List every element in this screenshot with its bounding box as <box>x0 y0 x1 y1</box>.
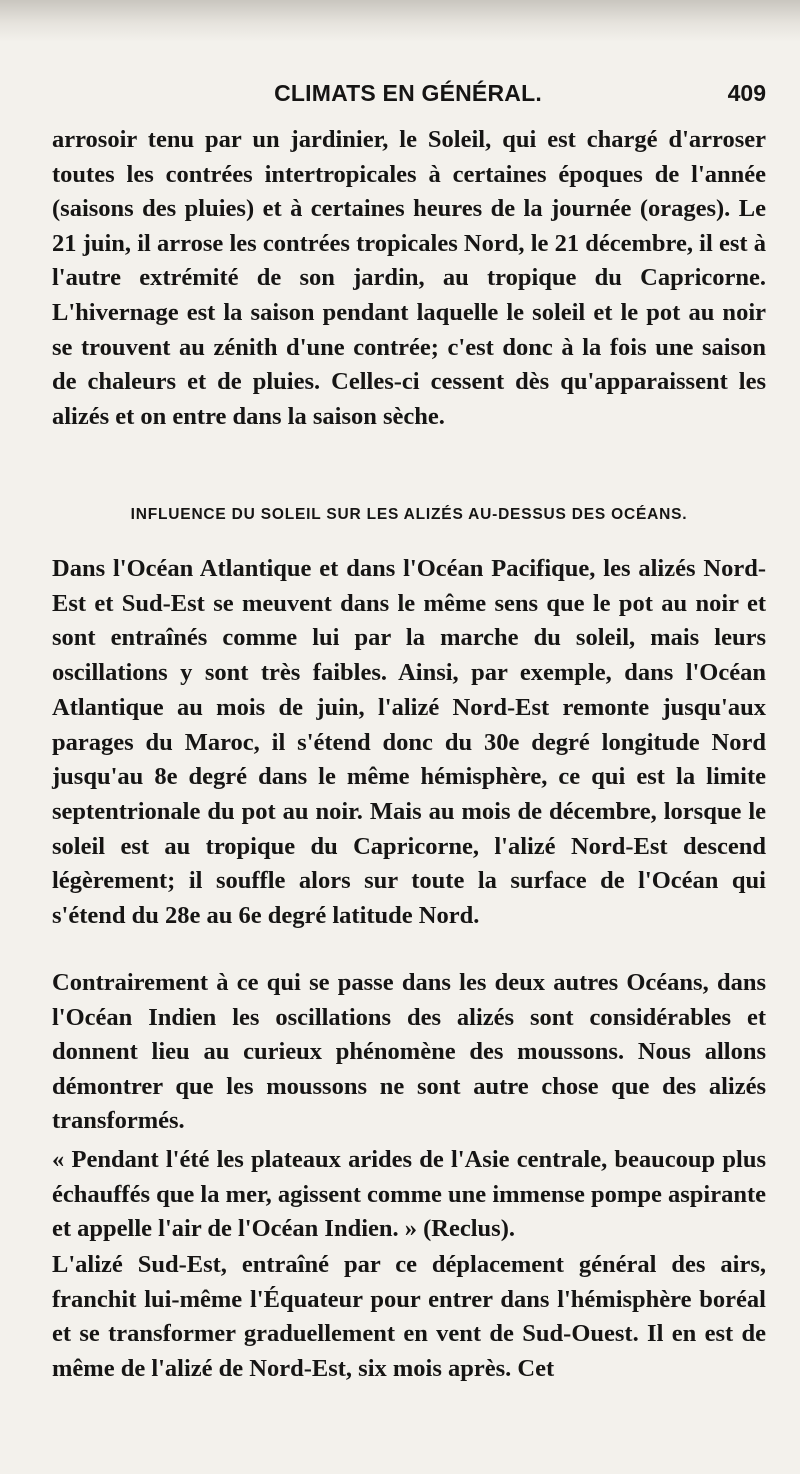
paragraph-text: « Pendant l'été les plateaux arides de l'Asie centrale, beaucoup plus échauffés que la mer, agissent comme une immense pompe aspirante et appelle l'air de l'Océan Indien. » (Reclus). <box>52 1146 766 1243</box>
running-title: CLIMATS EN GÉNÉRAL. <box>274 80 542 106</box>
section-heading: INFLUENCE DU SOLEIL SUR LES ALIZÉS AU-DESSUS DES OCÉANS. <box>130 506 688 523</box>
page-header <box>50 80 766 120</box>
paragraph-indian-ocean <box>52 966 766 1139</box>
page-number: 409 <box>727 80 766 106</box>
paragraph-atlantic-pacific <box>52 552 766 934</box>
paragraph-quotation <box>52 1143 766 1247</box>
paragraph-text: Contrairement à ce qui se passe dans les deux autres Océans, dans l'Océan Indien les oscillations des alizés sont considérables et donnent lieu au curieux phénomène des moussons. Nous allons démontrer que les moussons ne sont autre chose que des alizés transformés. <box>52 969 766 1135</box>
paragraph-continuation <box>52 123 766 434</box>
paragraph-text: Dans l'Océan Atlantique et dans l'Océan Pacifique, les alizés Nord-Est et Sud-Est se meuvent dans le même sens que le pot au noir et sont entraînés comme lui par la marche du soleil, mais leurs oscillations y sont très faibles. Ainsi, par exemple, dans l'Océan Atlantique au mois de juin, l'alizé Nord-Est remonte jusqu'aux parages du Maroc, il s'étend donc du 30e degré longitude Nord jusqu'au 8e degré dans le même hémisphère, ce qui est la limite septentrionale du pot au noir. Mais au mois de décembre, lorsque le soleil est au tropique du Capricorne, l'alizé Nord-Est descend légèrement; il souffle alors sur toute la surface de l'Océan qui s'étend du 28e au 6e degré latitude Nord. <box>52 555 766 930</box>
paragraph-text: L'alizé Sud-Est, entraîné par ce déplacement général des airs, franchit lui-même l'Équateur pour entrer dans l'hémisphère boréal et se transformer graduellement en vent de Sud-Ouest. Il en est de même de l'alizé de Nord-Est, six mois après. Cet <box>52 1251 766 1382</box>
scan-edge-shadow <box>0 0 800 42</box>
paragraph-text: arrosoir tenu par un jardinier, le Soleil, qui est chargé d'arroser toutes les contrées intertropicales à certaines époques de l'année (saisons des pluies) et à certaines heures de la journée (orages). Le 21 juin, il arrose les contrées tropicales Nord, le 21 décembre, il est à l'autre extrémité de son jardin, au tropique du Capricorne. L'hivernage est la saison pendant laquelle le soleil et le pot au noir se trouvent au zénith d'une contrée; c'est donc à la fois une saison de chaleurs et de pluies. Celles-ci cessent dès qu'apparaissent les alizés et on entre dans la saison sèche. <box>52 126 766 430</box>
paragraph-southeast-trade <box>52 1248 766 1386</box>
